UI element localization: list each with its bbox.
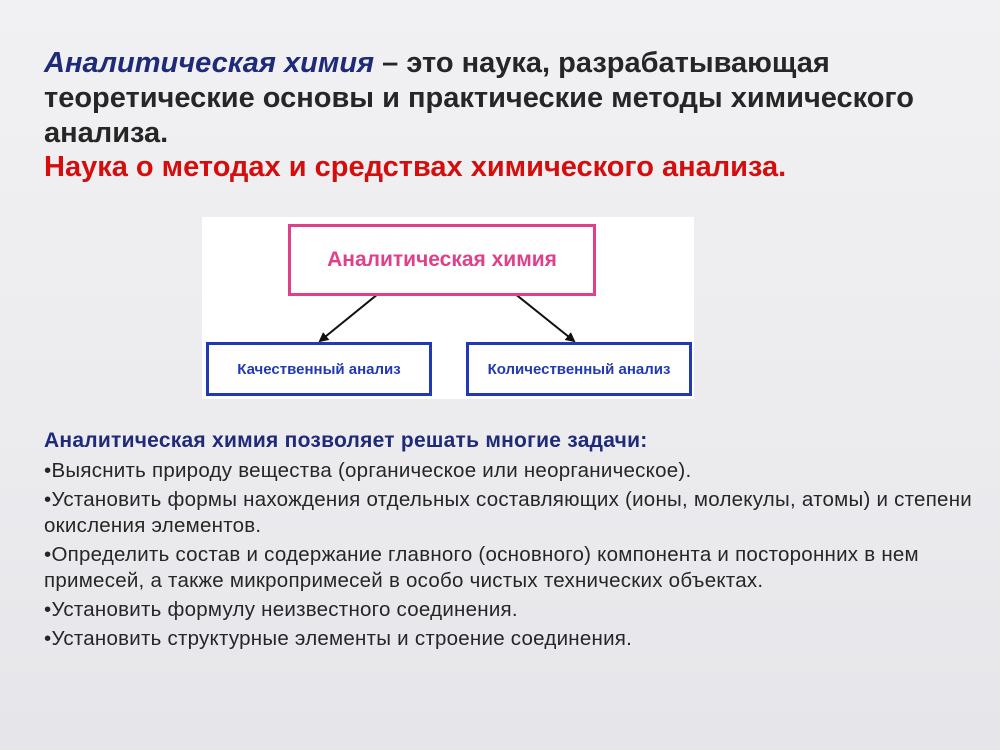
task-item-5: • Установить структурные элементы и строение соединения. xyxy=(44,626,974,651)
diagram-quantitative-box xyxy=(466,342,692,396)
task-item-1: • Выяснить природу вещества (органическое или неорганическое). xyxy=(44,458,974,483)
intro-highlight: Наука о методах и средствах химического анализа. xyxy=(44,151,787,184)
tasks-heading: Аналитическая химия позволяет решать многие задачи: xyxy=(44,429,648,452)
diagram-root-box xyxy=(288,224,596,296)
classification-diagram xyxy=(202,217,694,399)
task-item-2: • Установить формы нахождения отдельных составляющих (ионы, молекулы, атомы) и степени окисления элементов. xyxy=(44,487,974,538)
diagram-quantitative-label: Количественный анализ xyxy=(487,360,671,378)
intro-text xyxy=(44,46,964,185)
tasks-section xyxy=(44,428,974,652)
intro-term: Аналитическая химия xyxy=(44,47,375,79)
diagram-qualitative-box xyxy=(206,342,432,396)
diagram-qualitative-label: Качественный анализ xyxy=(237,360,401,378)
intro-definition: – это наука, разрабатывающая теоретические основы и практические методы химического анализа. xyxy=(44,47,914,149)
task-item-3: • Определить состав и содержание главного (основного) компонента и посторонних в нем примесей, а также микропримесей в особо чистых технических объектах. xyxy=(44,542,974,593)
task-item-4: • Установить формулу неизвестного соединения. xyxy=(44,597,974,622)
diagram-root-label: Аналитическая химия xyxy=(327,248,557,271)
